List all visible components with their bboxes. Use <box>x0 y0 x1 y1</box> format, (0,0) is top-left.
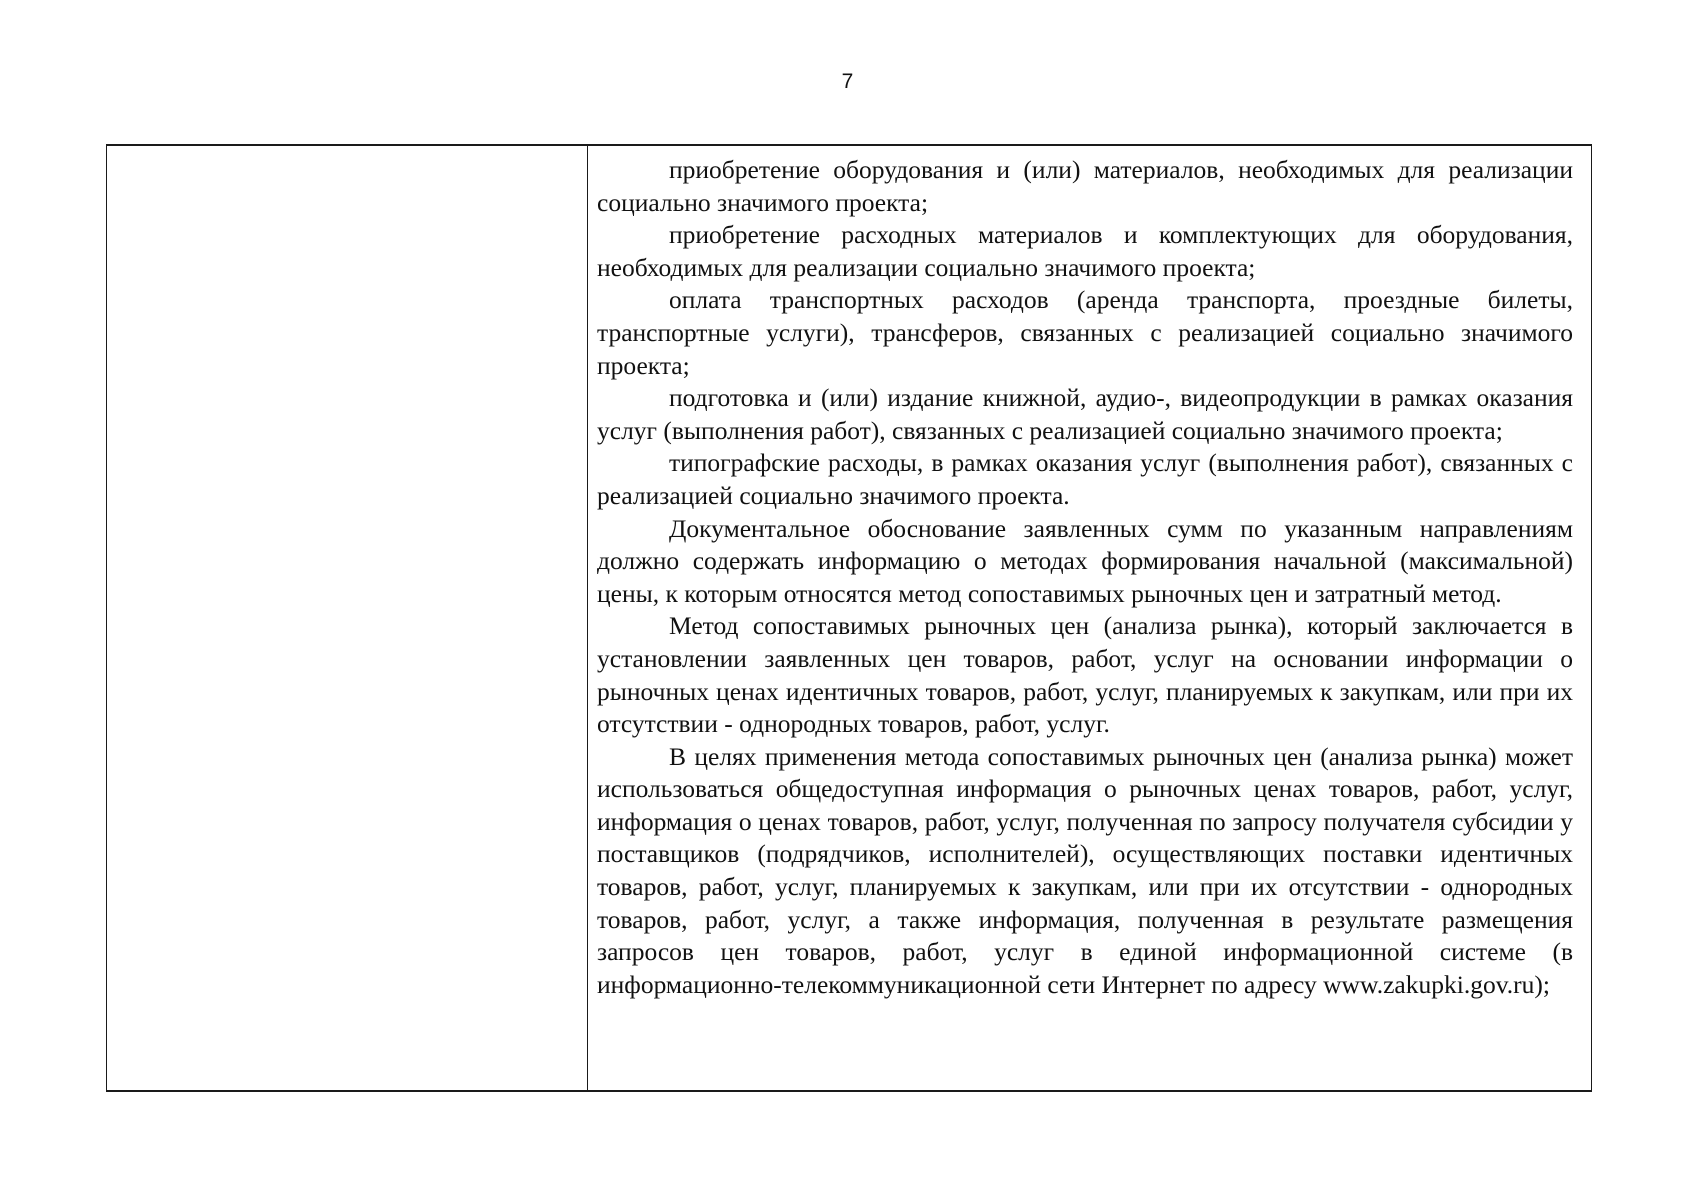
paragraph-market-method: Метод сопоставимых рыночных цен (анализа рынка), который заключается в установлении заявленных цен товаров, работ, услуг на основании информации о рыночных ценах идентичных товаров, работ, услуг, планируемых к закупкам, или при их отсутствии - однородных товаров, работ, услуг. <box>597 611 1573 739</box>
paragraph-transport: оплата транспортных расходов (аренда транспорта, проездные билеты, транспортные услуги), трансферов, связанных с реализацией социально значимого проекта; <box>597 285 1573 380</box>
column-divider <box>587 144 588 1092</box>
paragraph-market-information: В целях применения метода сопоставимых рыночных цен (анализа рынка) может использоваться общедоступная информация о рыночных ценах товаров, работ, услуг, информация о ценах товаров, работ, услуг, полученная по запросу получателя субсидии у поставщиков (подрядчиков, исполнителей), осуществляющих поставки идентичных товаров, работ, услуг, планируемых к закупкам, или при их отсутствии - однородных товаров, работ, услуг, а также информация, полученная в результате размещения запросов цен товаров, работ, услуг в единой информационной системе (в информационно-телекоммуникационной сети Интернет по адресу www.zakupki.gov.ru); <box>597 741 1573 999</box>
table-right-cell <box>597 154 1573 1001</box>
paragraph-equipment: приобретение оборудования и (или) материалов, необходимых для реализации социально значимого проекта; <box>597 155 1573 217</box>
page-number: 7 <box>841 70 854 93</box>
paragraph-consumables: приобретение расходных материалов и комплектующих для оборудования, необходимых для реализации социально значимого проекта; <box>597 220 1573 282</box>
table-left-cell <box>107 146 586 1090</box>
paragraph-printing: типографские расходы, в рамках оказания услуг (выполнения работ), связанных с реализацией социально значимого проекта. <box>597 448 1573 510</box>
paragraph-documentation: Документальное обоснование заявленных сумм по указанным направлениям должно содержать информацию о методах формирования начальной (максимальной) цены, к которым относятся метод сопоставимых рыночных цен и затратный метод. <box>597 513 1573 608</box>
paragraph-publishing: подготовка и (или) издание книжной, аудио-, видеопродукции в рамках оказания услуг (выполнения работ), связанных с реализацией социально значимого проекта; <box>597 383 1573 445</box>
